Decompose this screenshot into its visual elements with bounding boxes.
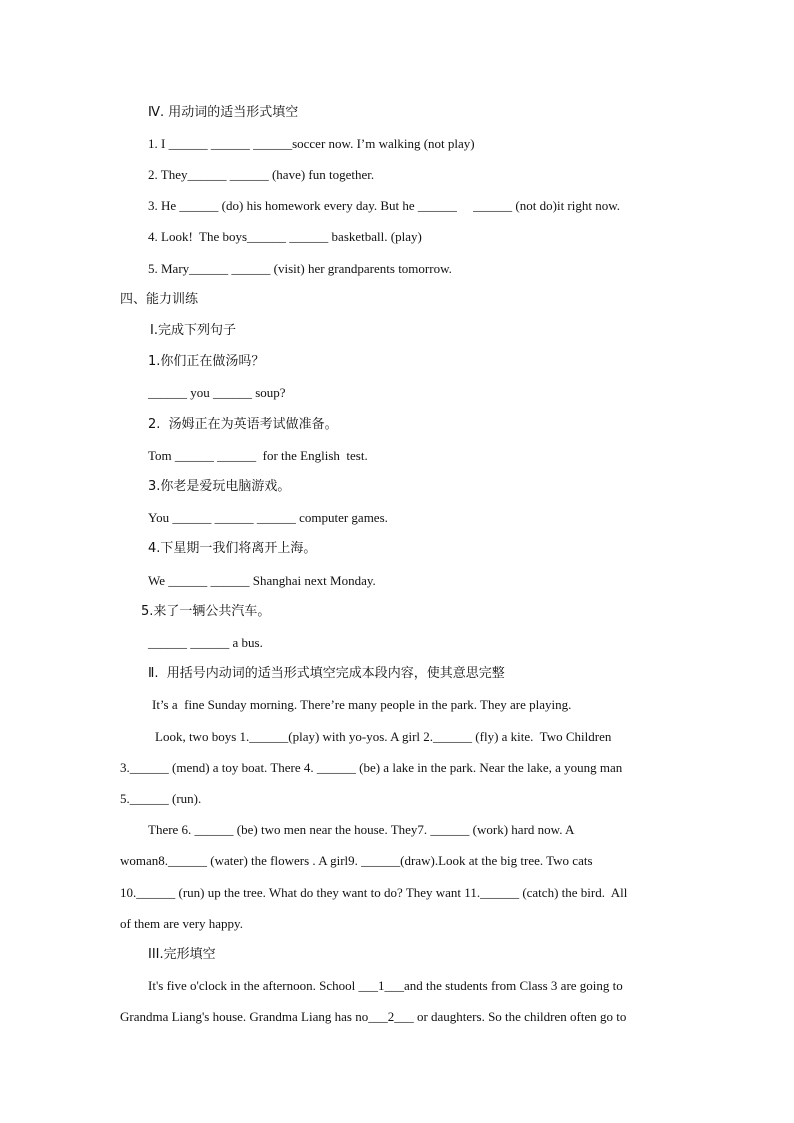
exercise-line: 2. They______ ______ (have) fun together. [148,167,375,182]
english-blank-line: We ______ ______ Shanghai next Monday. [148,573,376,588]
english-blank-line: ______ ______ a bus. [148,635,263,650]
chinese-sentence: 2. 汤姆正在为英语考试做准备。 [148,417,338,432]
part-i-title: Ⅰ.完成下列句子 [150,323,236,338]
chinese-sentence: 1.你们正在做汤吗？ [148,354,265,369]
chinese-sentence: 5.来了一辆公共汽车。 [141,604,271,619]
exercise-line: 4. Look! The boys______ ______ basketball. (play) [148,229,422,244]
exercise-line: 3. He ______ (do) his homework every day. But he ______ ______ (not do)it right now. [148,198,621,213]
passage-line: of them are very happy. [120,916,243,931]
passage-line: woman8.______ (water) the flowers . A girl9. ______(draw).Look at the big tree. Two cats [120,853,593,868]
cloze-line: Grandma Liang's house. Grandma Liang has no___2___ or daughters. So the children often go to [120,1009,627,1024]
passage-line: 3.______ (mend) a toy boat. There 4. ______ (be) a lake in the park. Near the lake, a young man [120,760,623,775]
passage-line: There 6. ______ (be) two men near the house. They7. ______ (work) hard now. A [148,822,575,837]
english-blank-line: ______ you ______ soup? [148,385,286,400]
chinese-sentence: 4.下星期一我们将离开上海。 [148,541,317,556]
english-blank-line: You ______ ______ ______ computer games. [148,510,388,525]
section-4-heading: 四、能力训练 [120,292,199,307]
part-ii-title: Ⅱ. 用括号内动词的适当形式填空完成本段内容，使其意思完整 [148,666,505,681]
passage-line: It’s a fine Sunday morning. There’re many people in the park. They are playing. [152,697,572,712]
english-blank-line: Tom ______ ______ for the English test. [148,448,368,463]
exercise-line: 5. Mary______ ______ (visit) her grandparents tomorrow. [148,261,452,276]
passage-line: Look, two boys 1.______(play) with yo-yos. A girl 2.______ (fly) a kite. Two Children [155,729,612,744]
chinese-sentence: 3.你老是爱玩电脑游戏。 [148,479,291,494]
part-iii-title: III.完形填空 [148,947,216,962]
passage-line: 5.______ (run). [120,791,202,806]
passage-line: 10.______ (run) up the tree. What do they want to do? They want 11.______ (catch) the bird. All [120,885,628,900]
section-iv-title: Ⅳ. 用动词的适当形式填空 [148,105,299,120]
exercise-line: 1. I ______ ______ ______soccer now. I’m walking (not play) [148,136,475,151]
cloze-line: It's five o'clock in the afternoon. School ___1___and the students from Class 3 are going to [148,978,623,993]
